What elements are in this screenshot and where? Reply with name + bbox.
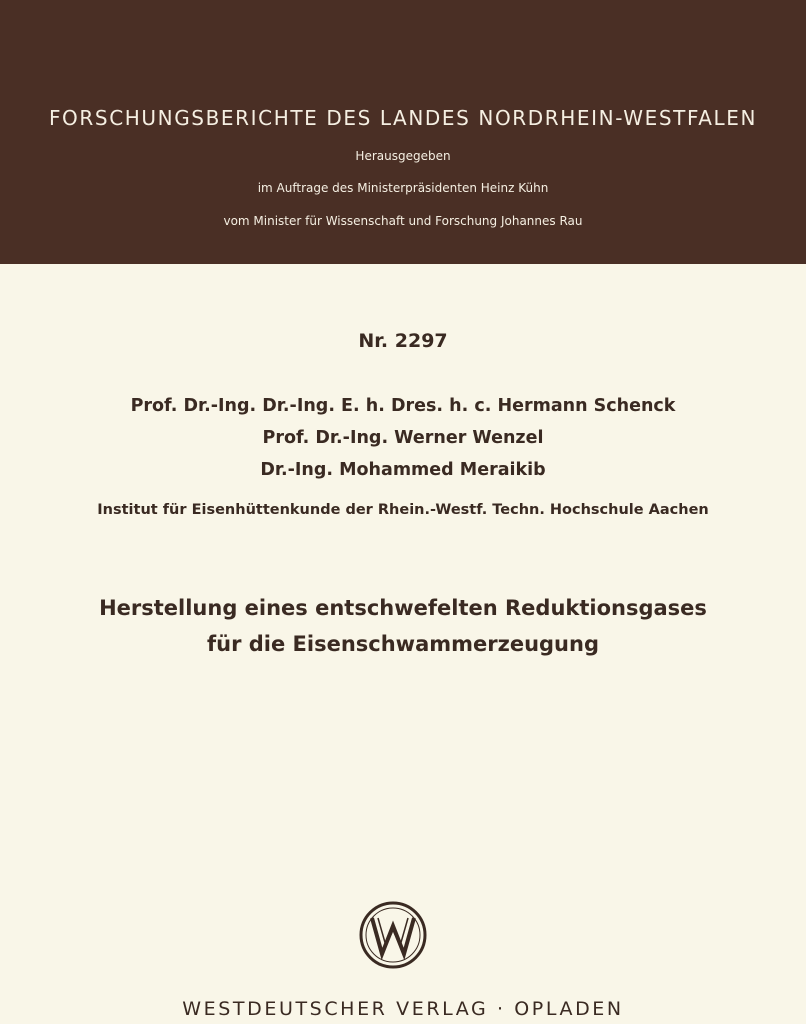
institute: Institut für Eisenhüttenkunde der Rhein.-Westf. Techn. Hochschule Aachen (97, 502, 709, 518)
series-title: FORSCHUNGSBERICHTE DES LANDES NORDRHEIN-WESTFALEN (48, 106, 758, 130)
banner-minister-line: vom Minister für Wissenschaft und Forschung Johannes Rau (223, 214, 583, 228)
report-number: Nr. 2297 (358, 330, 448, 352)
title-line-1: Herstellung eines entschwefelten Reduktionsgases (99, 596, 707, 620)
header-banner (0, 0, 806, 264)
publisher-logo-icon (358, 900, 428, 970)
author-2: Prof. Dr.-Ing. Werner Wenzel (262, 428, 544, 448)
banner-commission-line: im Auftrage des Ministerpräsidenten Heinz Kühn (257, 181, 549, 195)
publisher-name: WESTDEUTSCHER VERLAG · OPLADEN (182, 998, 624, 1020)
title-line-2: für die Eisenschwammerzeugung (207, 632, 599, 656)
author-3: Dr.-Ing. Mohammed Meraikib (260, 460, 546, 480)
banner-editor-line: Herausgegeben (355, 149, 451, 163)
author-1: Prof. Dr.-Ing. Dr.-Ing. E. h. Dres. h. c. Hermann Schenck (130, 396, 676, 416)
